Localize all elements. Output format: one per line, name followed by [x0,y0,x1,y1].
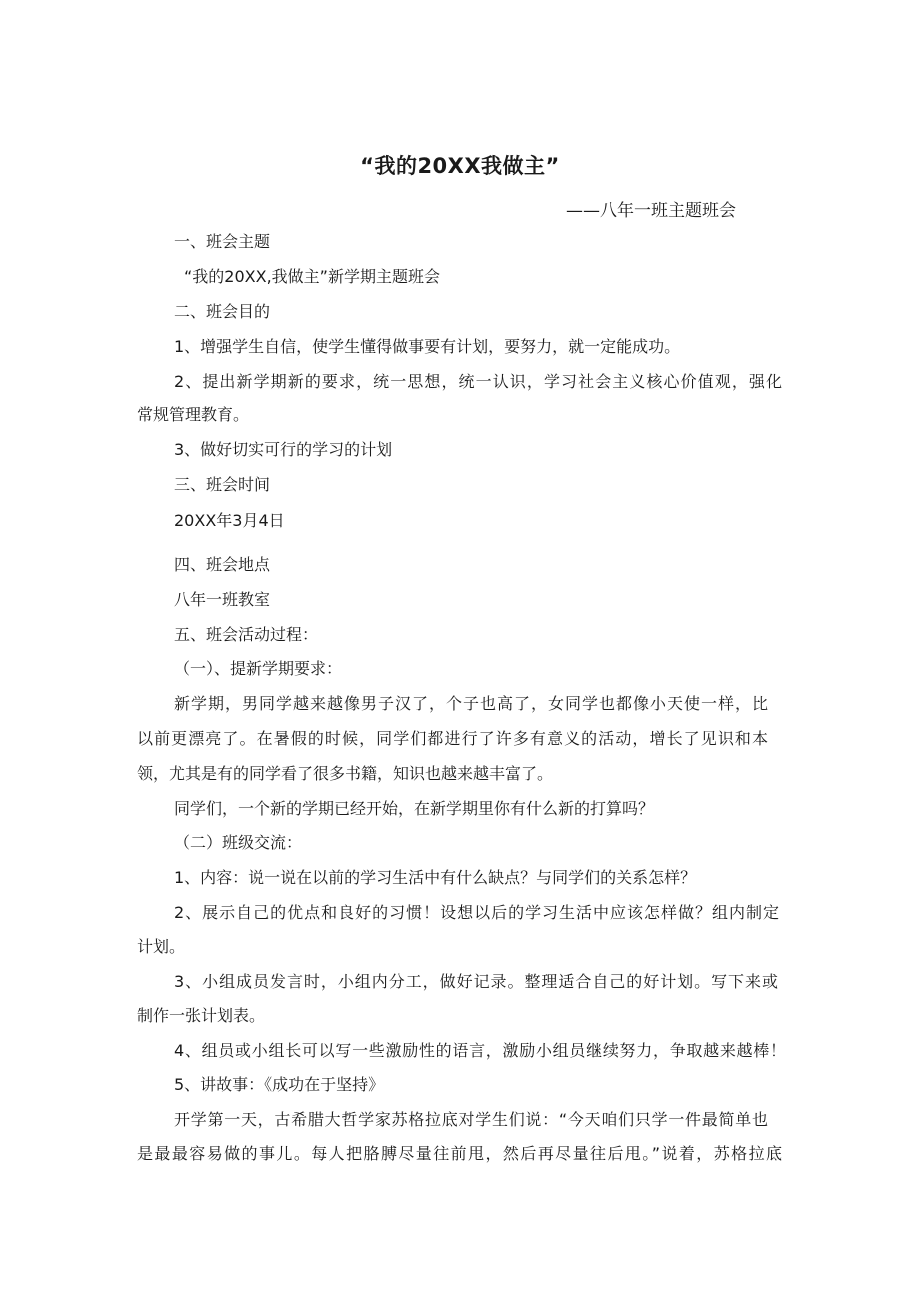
paragraph-line: 新学期，男同学越来越像男子汉了，个子也高了，女同学也都像小天使一样，比 [174,694,768,713]
paragraph-line: 领，尤其是有的同学看了很多书籍，知识也越来越丰富了。 [137,764,554,783]
paragraph-line: 开学第一天，古希腊大哲学家苏格拉底对学生们说：“今天咱们只学一件最简单也 [174,1110,768,1129]
subsection-heading: （二）班级交流： [174,833,303,852]
section-heading-time: 三、班会时间 [174,475,271,494]
date-text: 20XX年3月4日 [174,511,285,530]
paragraph-line: 3、做好切实可行的学习的计划 [174,440,393,459]
paragraph-line: 以前更漂亮了。在暑假的时候，同学们都进行了许多有意义的活动，增长了见识和本 [137,729,768,748]
section-heading-theme: 一、班会主题 [174,232,271,251]
paragraph-line: 是最最容易做的事儿。每人把胳膊尽量往前甩，然后再尽量往后甩。”说着，苏格拉底 [137,1144,782,1163]
paragraph-line: 同学们，一个新的学期已经开始，在新学期里你有什么新的打算吗？ [174,799,655,818]
paragraph-line: “我的20XX,我做主”新学期主题班会 [184,267,440,286]
paragraph-line: 2、展示自己的优点和良好的习惯！设想以后的学习生活中应该怎样做？组内制定 [174,903,779,922]
section-heading-purpose: 二、班会目的 [174,302,271,321]
paragraph-line: 1、增强学生自信，使学生懂得做事要有计划，要努力，就一定能成功。 [174,337,681,356]
paragraph-line: 计划。 [137,937,186,956]
paragraph-line: 制作一张计划表。 [137,1006,266,1025]
paragraph-line: 4、组员或小组长可以写一些激励性的语言，激励小组员继续努力，争取越来越棒！ [174,1041,786,1060]
paragraph-line: 1、内容：说一说在以前的学习生活中有什么缺点？与同学们的关系怎样？ [174,868,697,887]
paragraph-line: 3、小组成员发言时，小组内分工，做好记录。整理适合自己的好计划。写下来或 [174,972,778,991]
section-heading-process: 五、班会活动过程： [174,625,319,644]
paragraph-line: 5、讲故事：《成功在于坚持》 [174,1075,385,1094]
paragraph-line: 常规管理教育。 [137,405,250,424]
paragraph-line: 2、提出新学期新的要求，统一思想，统一认识，学习社会主义核心价值观，强化 [174,372,782,391]
section-heading-location: 四、班会地点 [174,555,271,574]
document-subtitle: ——八年一班主题班会 [566,201,736,221]
document-title: “我的20XX我做主” [360,154,560,178]
location-text: 八年一班教室 [174,590,271,609]
subsection-heading: （一）、提新学期要求： [174,659,343,678]
